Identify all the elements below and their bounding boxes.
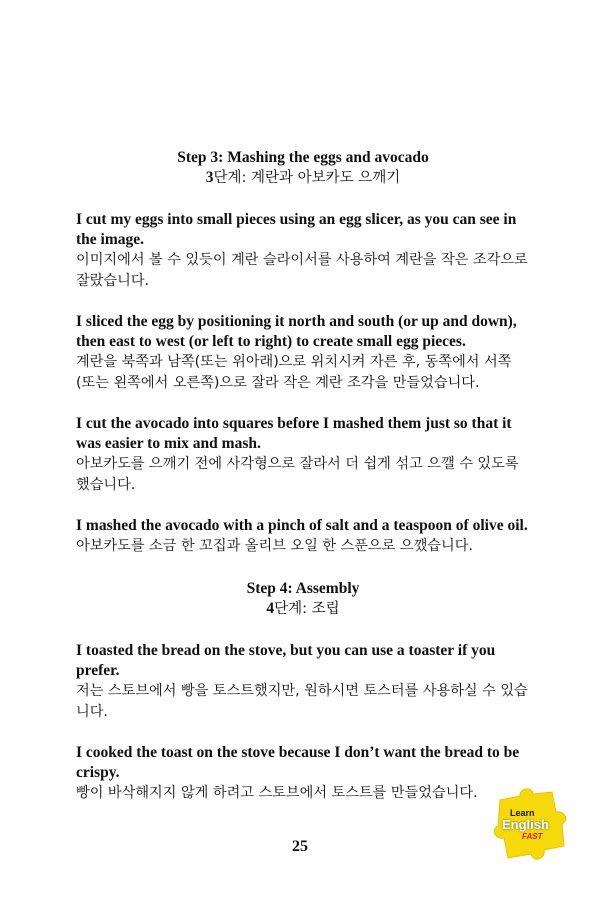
paragraph-english: I cut the avocado into squares before I mashed them just so that it was easier to mix and mash.	[76, 415, 512, 452]
step-4-heading	[76, 579, 530, 619]
paragraph-korean: 아보카도를 소금 한 꼬집과 올리브 오일 한 스푼으로 으깼습니다.	[76, 538, 473, 554]
step-heading-english: Step 4: Assembly	[246, 580, 360, 597]
paragraph-korean: 빵이 바삭해지지 않게 하려고 스토브에서 토스트를 만들었습니다.	[76, 785, 478, 801]
logo-line-2: English	[502, 817, 549, 832]
paragraph-english: I cut my eggs into small pieces using an egg slicer, as you can see in the image.	[76, 211, 517, 248]
paragraph	[76, 516, 530, 557]
step-3-heading	[76, 148, 530, 188]
step-heading-korean-text: 단계: 조립	[274, 601, 340, 617]
paragraph-korean: 이미지에서 볼 수 있듯이 계란 슬라이서를 사용하여 계란을 작은 조각으로 잘랐습니다.	[76, 252, 528, 289]
paragraph-english: I mashed the avocado with a pinch of salt and a teaspoon of olive oil.	[76, 517, 528, 534]
logo-line-1: Learn	[510, 808, 535, 818]
paragraph-korean: 저는 스토브에서 빵을 토스트했지만, 원하시면 토스터를 사용하실 수 있습니다.	[76, 683, 528, 720]
step-heading-korean	[76, 599, 530, 619]
step-heading-korean-text: 단계: 계란과 아보카도 으깨기	[213, 170, 401, 186]
paragraph-korean: 아보카도를 으깨기 전에 사각형으로 잘라서 더 쉽게 섞고 으깰 수 있도록 했습니다.	[76, 456, 519, 493]
paragraph	[76, 414, 530, 496]
step-heading-korean	[76, 168, 530, 188]
step-number: 4	[266, 600, 275, 617]
paragraph-english: I sliced the egg by positioning it north and south (or up and down), then east to west (or left to right) to create small egg pieces.	[76, 313, 517, 350]
step-heading-english: Step 3: Mashing the eggs and avocado	[177, 149, 429, 166]
paragraph	[76, 641, 530, 723]
page-number: 25	[292, 838, 308, 855]
paragraph-korean: 계란을 북쪽과 남쪽(또는 위아래)으로 위치시켜 자른 후, 동쪽에서 서쪽(또는 왼쪽에서 오른쪽)으로 잘라 작은 계란 조각을 만들었습니다.	[76, 354, 512, 391]
paragraph	[76, 743, 530, 804]
paragraph	[76, 312, 530, 394]
page-content	[76, 148, 530, 824]
paragraph-english: I toasted the bread on the stove, but you can use a toaster if you prefer.	[76, 642, 496, 679]
paragraph	[76, 210, 530, 292]
step-number: 3	[205, 169, 214, 186]
logo-line-3: FAST	[522, 832, 543, 841]
paragraph-english: I cooked the toast on the stove because I don’t want the bread to be crispy.	[76, 744, 520, 781]
